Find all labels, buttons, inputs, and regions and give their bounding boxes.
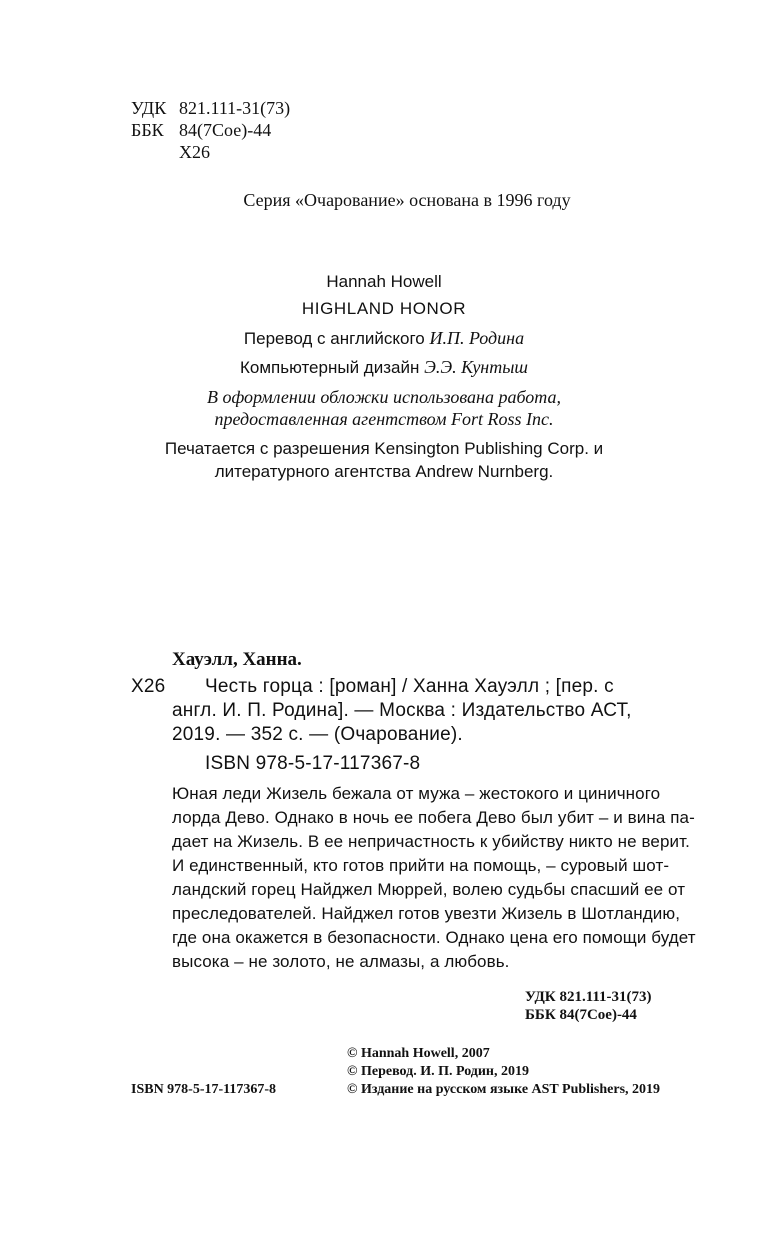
copyright-line-3: © Издание на русском языке AST Publishers, 2019 [347,1082,661,1097]
cover-credit-line-1: В оформлении обложки использована работа, [206,387,561,407]
udk-code [131,97,290,119]
catalog-line-3: 2019. — 352 с. — (Очарование). [172,724,463,745]
permission-line-2: литературного агентства Andrew Nurnberg. [214,462,554,481]
original-author: Hannah Howell [326,272,442,291]
bbk-code [131,119,271,141]
translation-prefix: Перевод с английского [243,329,430,348]
annotation-line-4: И единственный, кто готов прийти на помощь, – суровый шот- [172,856,670,875]
copyright-line-2: © Перевод. И. П. Родин, 2019 [347,1064,529,1079]
catalog-mark: Х26 [131,676,166,697]
design-prefix: Компьютерный дизайн [239,358,425,377]
translation-line [0,328,768,349]
translator-name: И.П. Родина [429,328,525,348]
annotation-line-6: преследователей. Найджел готов увезти Жизель в Шотландию, [172,904,681,923]
annotation-line-5: ландский горец Найджел Мюррей, волею судьбы спасший ее от [172,880,686,899]
udk-label: УДК [131,98,167,118]
isbn-bottom: ISBN 978-5-17-117367-8 [131,1082,277,1097]
cover-credit-line-2: предоставленная агентством Fort Ross Inc. [214,409,554,429]
catalog-line-1: Честь горца : [роман] / Ханна Хауэлл ; [пер. с [205,676,614,697]
annotation-line-2: лорда Дево. Однако в ночь ее побега Дево был убит – и вина па- [172,808,695,827]
catalog-line-2: англ. И. П. Родина]. — Москва : Издательство АСТ, [172,700,632,721]
designer-name: Э.Э. Кунтыш [424,357,529,377]
permission-line-1: Печатается с разрешения Kensington Publishing Corp. и [164,439,604,458]
udk-value: 821.111-31(73) [179,98,291,118]
annotation-line-3: дает на Жизель. В ее непричастность к убийству никто не верит. [172,832,690,851]
author-mark: Х26 [179,142,210,162]
annotation-line-1: Юная леди Жизель бежала от мужа – жестокого и циничного [172,784,661,803]
copyright-line-1: © Hannah Howell, 2007 [347,1046,490,1061]
annotation-line-8: высока – не золото, не алмазы, а любовь. [172,952,510,971]
original-title: HIGHLAND HONOR [301,299,467,318]
design-line [0,357,768,378]
bbk-value: 84(7Сое)-44 [179,120,272,140]
catalog-heading: Хауэлл, Ханна. [172,649,302,670]
annotation-line-7: где она окажется в безопасности. Однако цена его помощи будет [172,928,696,947]
bbk-label: ББК [131,120,164,140]
catalog-isbn: ISBN 978-5-17-117367-8 [205,753,421,774]
series-line: Серия «Очарование» основана в 1996 году [243,190,571,210]
bbk-bottom: ББК 84(7Сое)-44 [525,1007,637,1023]
udk-bottom: УДК 821.111-31(73) [525,989,652,1005]
